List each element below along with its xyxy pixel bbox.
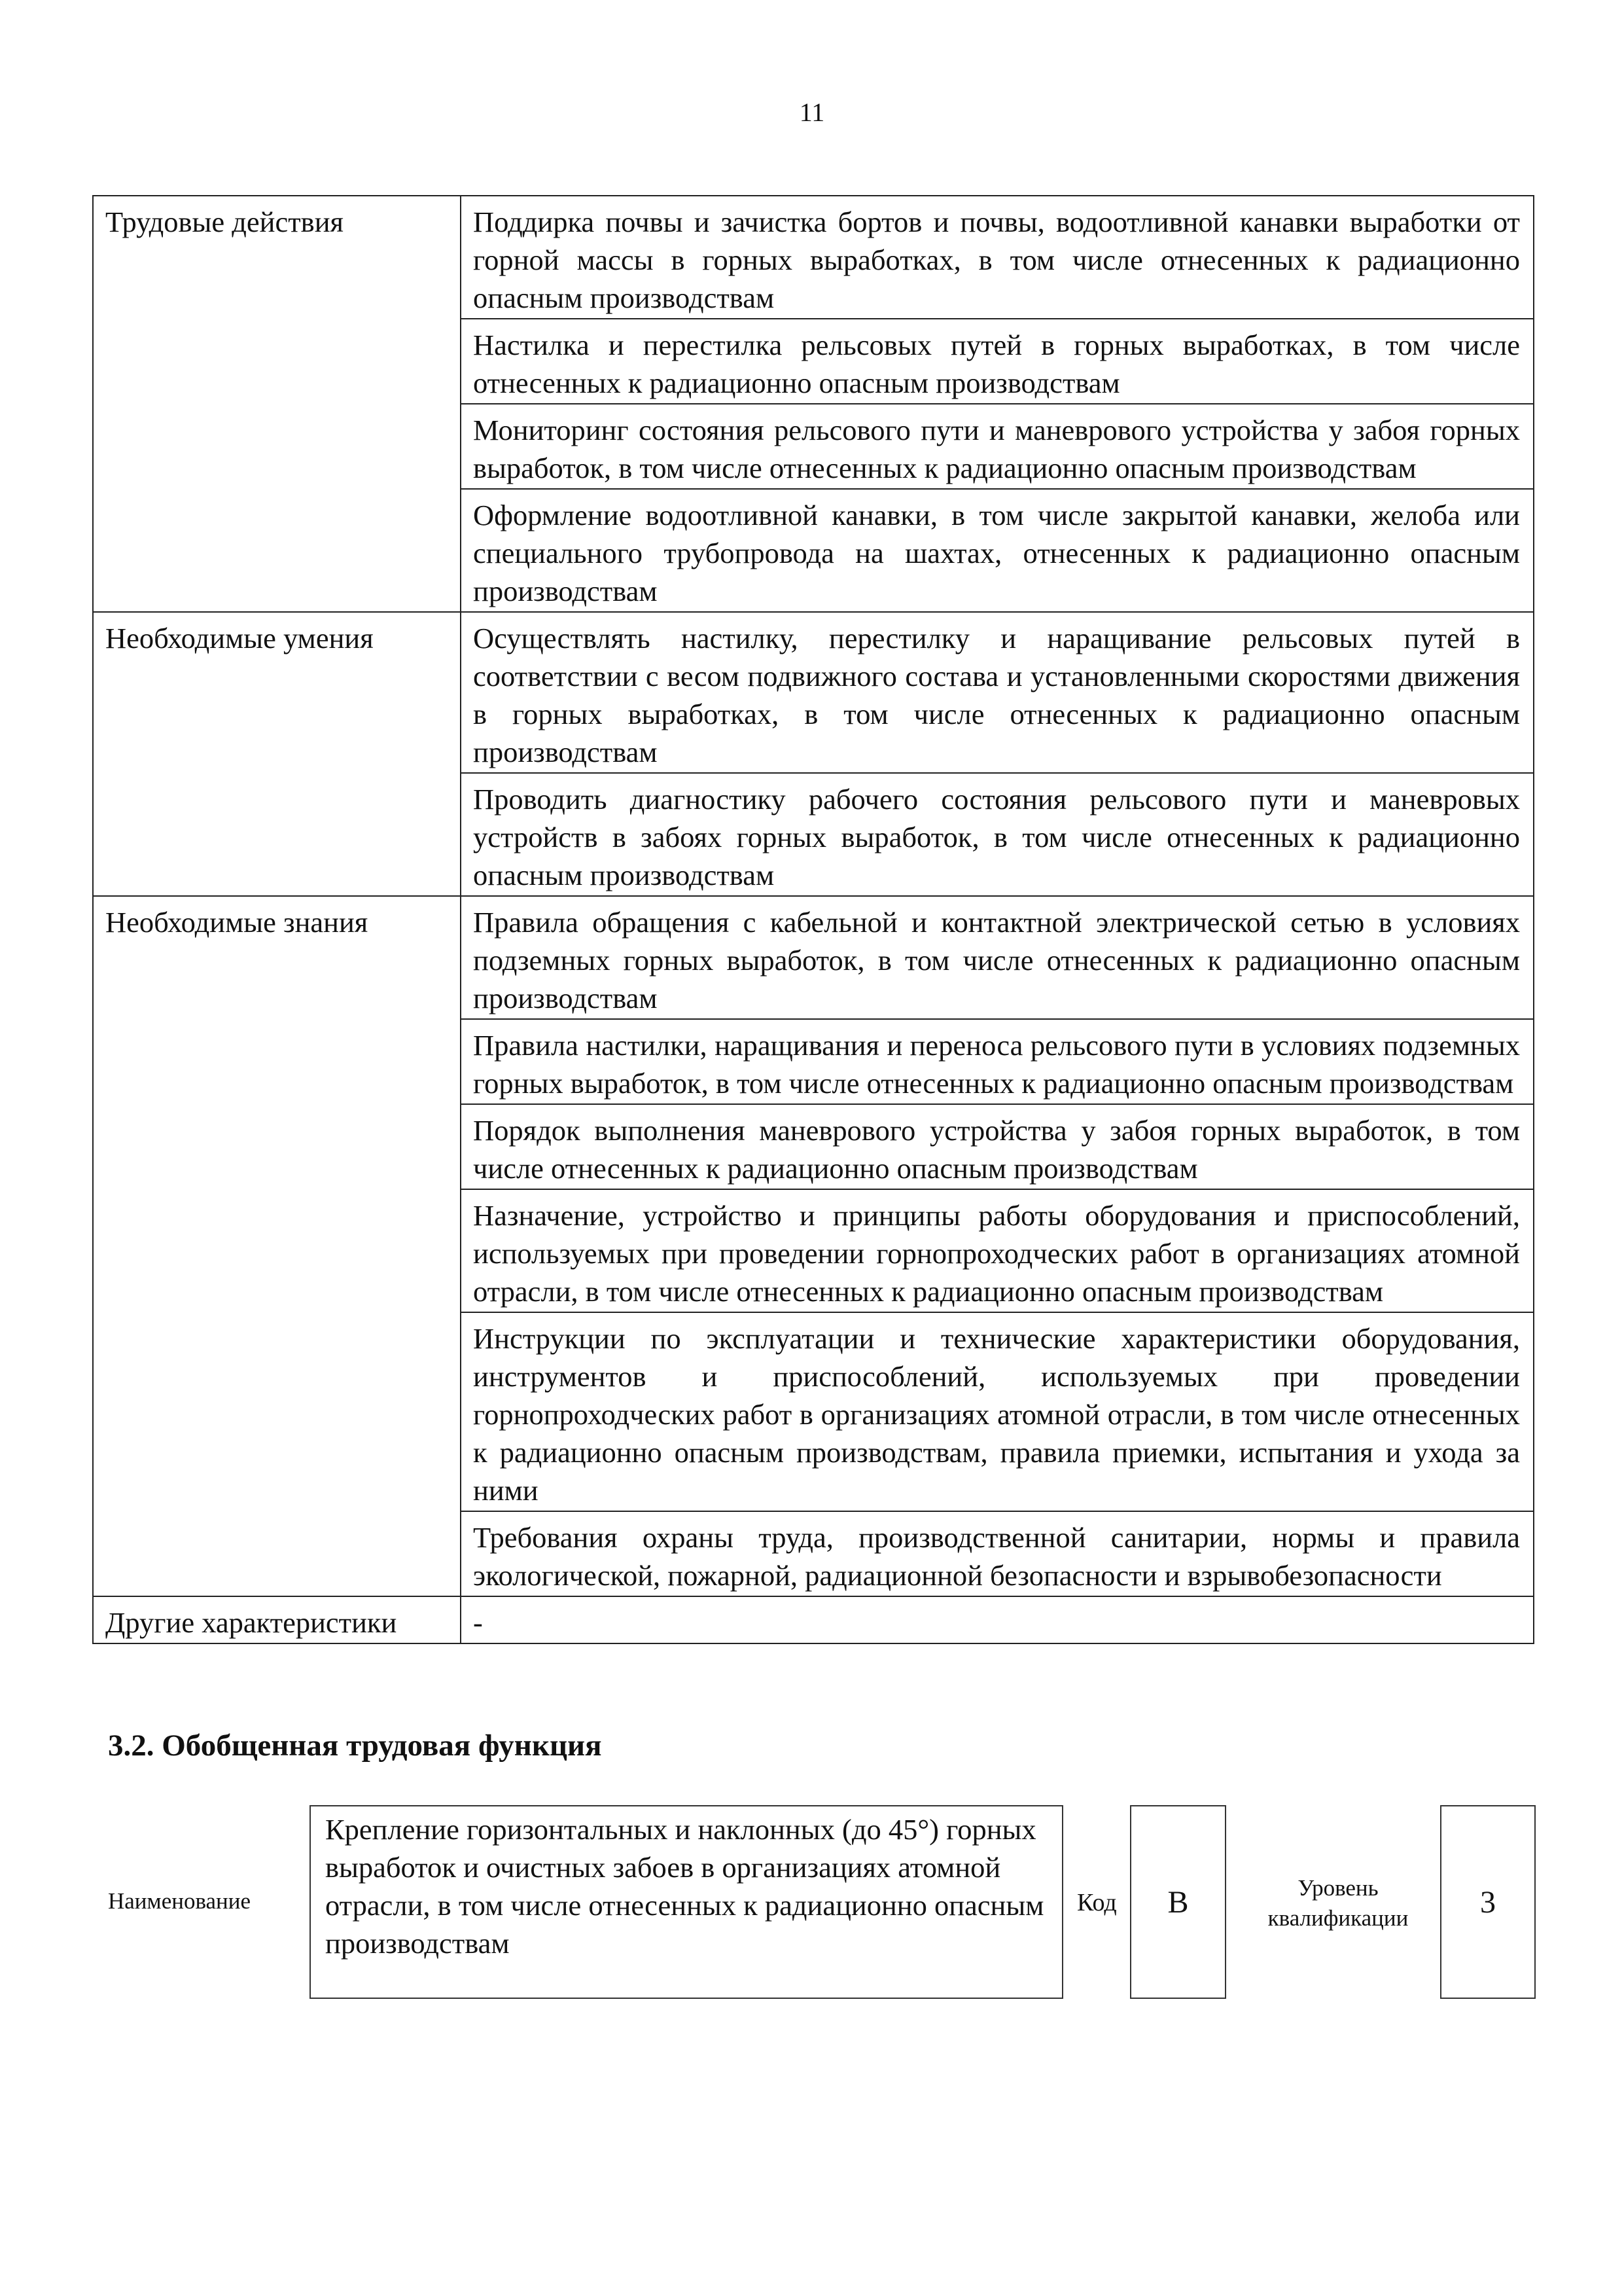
table-row (93, 612, 1534, 773)
row-label: Трудовые действия (93, 196, 461, 612)
level-label: Уровень квалификации (1267, 1875, 1409, 1931)
row-description: Осуществлять настилку, перестилку и наращивание рельсовых путей в соответствии с весом подвижного состава и установленными скоростями движения в горных выработках, в том числе отнесенных к радиационно опасным производствам (461, 612, 1534, 773)
row-description: Проводить диагностику рабочего состояния рельсового пути и маневровых устройств в забоях горных выработок, в том числе отнесенных к радиационно опасным производствам (461, 773, 1534, 896)
code-label: Код (1077, 1889, 1117, 1916)
row-label: Необходимые умения (93, 612, 461, 896)
row-description: Правила обращения с кабельной и контактной электрической сетью в условиях подземных горных выработок, в том числе отнесенных к радиационно опасным производствам (461, 896, 1534, 1019)
table-row (93, 196, 1534, 319)
row-description: Поддирка почвы и зачистка бортов и почвы, водоотливной канавки выработки от горной массы в горных выработках, в том числе отнесенных к радиационно опасным производствам (461, 196, 1534, 319)
code-value: В (1130, 1805, 1226, 1999)
name-label: Наименование (108, 1888, 251, 1914)
work-function-table (92, 195, 1534, 1644)
row-description: Назначение, устройство и принципы работы оборудования и приспособлений, используемых при проведении горнопроходческих работ в организациях атомной отрасли, в том числе отнесенных к радиационно опасным производствам (461, 1189, 1534, 1312)
name-value: Крепление горизонтальных и наклонных (до 45°) горных выработок и очистных забоев в организациях атомной отрасли, в том числе отнесенных к радиационно опасным производствам (309, 1805, 1063, 1999)
row-description: Инструкции по эксплуатации и технические характеристики оборудования, инструментов и приспособлений, используемых при проведении горнопроходческих работ в организациях атомной отрасли, в том числе отнесенных к радиационно опасным производствам, правила приемки, испытания и ухода за ними (461, 1312, 1534, 1511)
row-description: Требования охраны труда, производственной санитарии, нормы и правила экологической, пожарной, радиационной безопасности и взрывобезопасности (461, 1511, 1534, 1596)
row-description: Оформление водоотливной канавки, в том числе закрытой канавки, желоба или специального трубопровода на шахтах, отнесенных к радиационно опасным производствам (461, 489, 1534, 612)
row-description: Мониторинг состояния рельсового пути и маневрового устройства у забоя горных выработок, в том числе отнесенных к радиационно опасным производствам (461, 404, 1534, 489)
table-row (93, 1596, 1534, 1643)
section-title: 3.2. Обобщенная трудовая функция (108, 1729, 602, 1763)
row-description: - (461, 1596, 1534, 1643)
row-description: Правила настилки, наращивания и переноса рельсового пути в условиях подземных горных выработок, в том числе отнесенных к радиационно опасным производствам (461, 1019, 1534, 1104)
row-description: Порядок выполнения маневрового устройства у забоя горных выработок, в том числе отнесенных к радиационно опасным производствам (461, 1104, 1534, 1189)
row-label: Другие характеристики (93, 1596, 461, 1643)
table-row (93, 896, 1534, 1019)
row-label: Необходимые знания (93, 896, 461, 1596)
page-number: 11 (799, 98, 825, 127)
level-value: 3 (1440, 1805, 1536, 1999)
row-description: Настилка и перестилка рельсовых путей в горных выработках, в том числе отнесенных к радиационно опасным производствам (461, 319, 1534, 404)
